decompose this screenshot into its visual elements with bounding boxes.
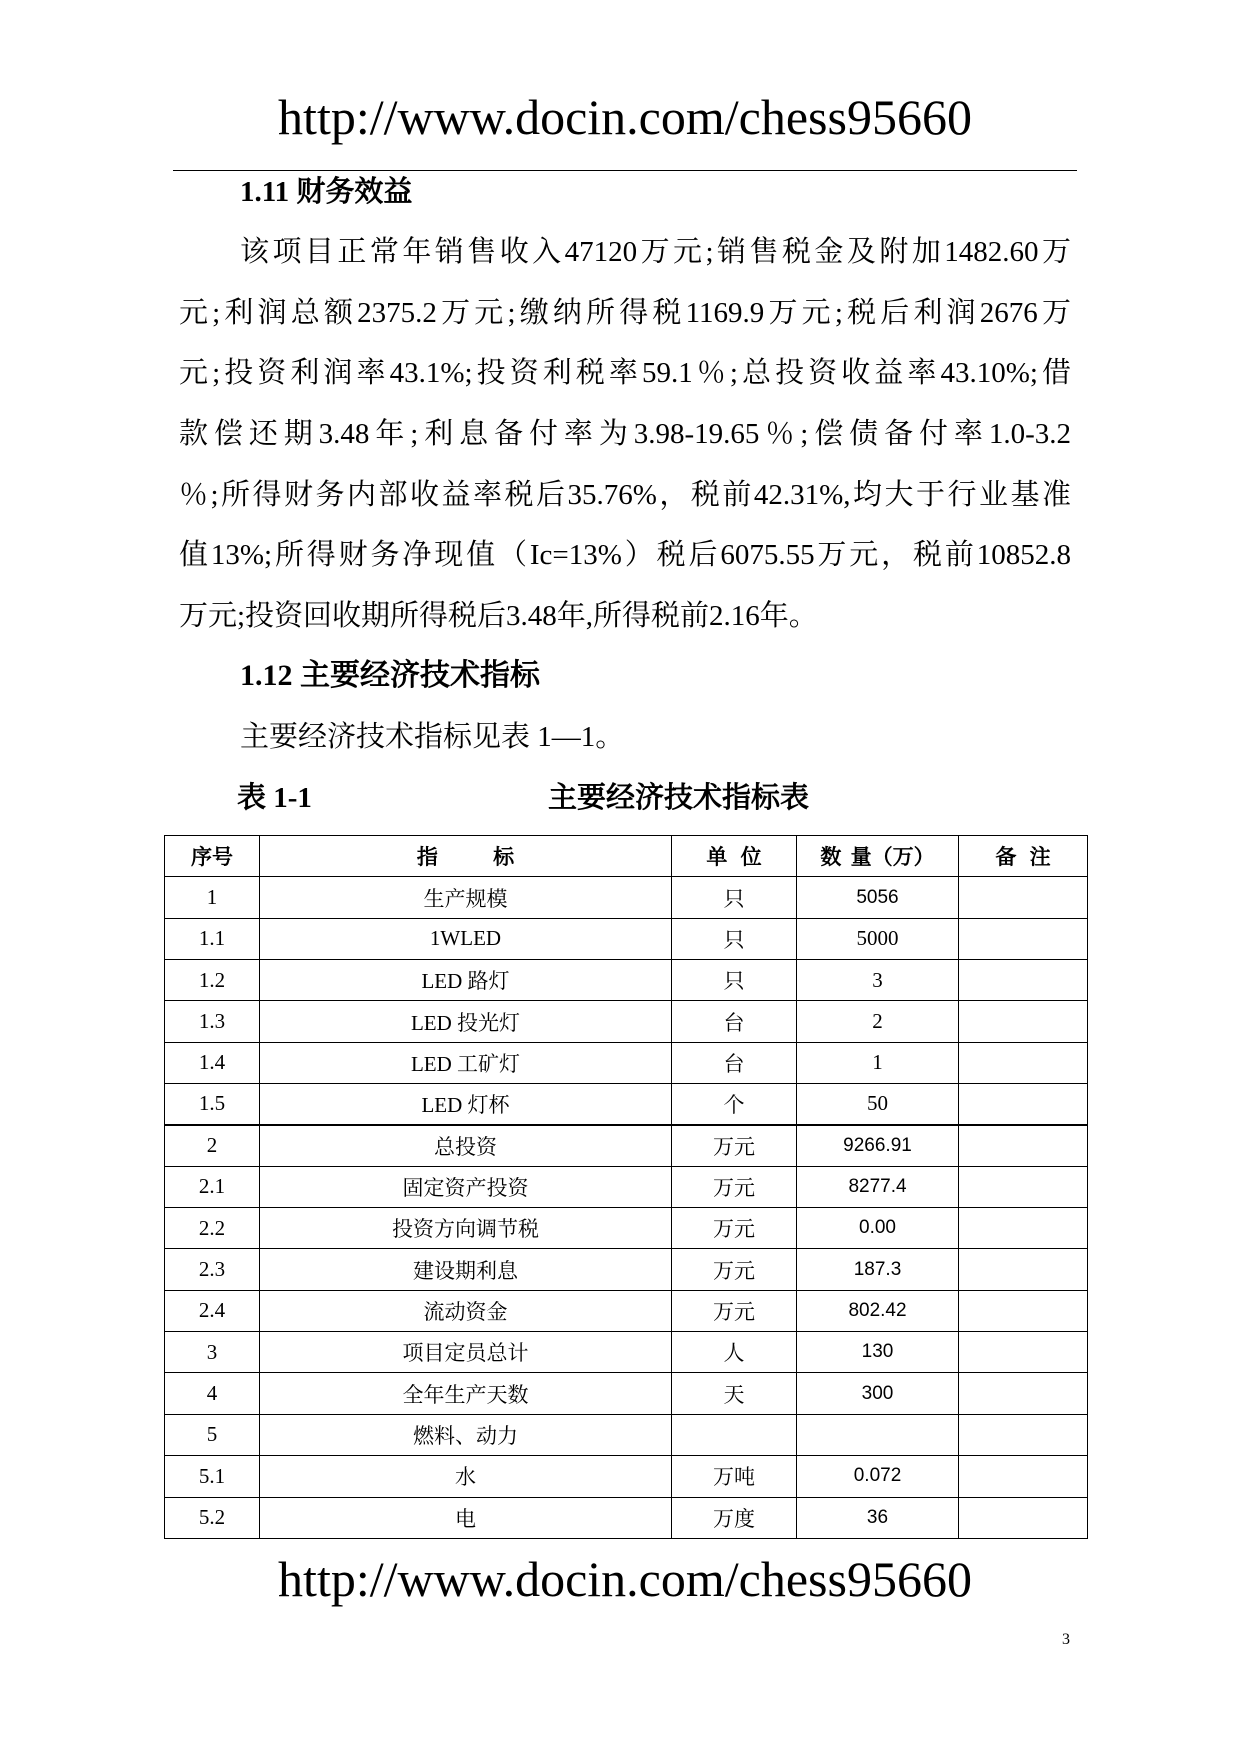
cell-no: 2 — [165, 1125, 260, 1166]
cell-quantity: 130 — [797, 1332, 959, 1373]
cell-unit: 万元 — [672, 1290, 797, 1331]
paragraph-line: 元;投资利润率43.1%;投资利税率59.1％;总投资收益率43.10%;借 — [179, 357, 1071, 390]
cell-no: 2.2 — [165, 1208, 260, 1249]
table-row — [165, 877, 1088, 918]
cell-note — [959, 1373, 1088, 1414]
table-row — [165, 1208, 1088, 1249]
cell-unit: 万元 — [672, 1125, 797, 1166]
cell-quantity: 0.072 — [797, 1456, 959, 1497]
cell-indicator: LED 工矿灯 — [260, 1042, 672, 1083]
paragraph-line: ％;所得财务内部收益率税后35.76%，税前42.31%,均大于行业基准 — [179, 478, 1071, 511]
cell-no: 1.5 — [165, 1084, 260, 1125]
table-row — [165, 1290, 1088, 1331]
cell-note — [959, 1456, 1088, 1497]
cell-quantity: 2 — [797, 1001, 959, 1042]
cell-unit: 万元 — [672, 1166, 797, 1207]
cell-no: 5 — [165, 1414, 260, 1455]
page-number: 3 — [1062, 1631, 1070, 1648]
cell-unit: 个 — [672, 1084, 797, 1125]
table-row — [165, 1001, 1088, 1042]
cell-note — [959, 1497, 1088, 1538]
cell-quantity: 9266.91 — [797, 1125, 959, 1166]
cell-quantity: 5000 — [797, 918, 959, 959]
cell-note — [959, 1084, 1088, 1125]
cell-indicator: 1WLED — [260, 918, 672, 959]
cell-note — [959, 1414, 1088, 1455]
cell-no: 1.2 — [165, 960, 260, 1001]
table-row — [165, 1456, 1088, 1497]
cell-quantity: 50 — [797, 1084, 959, 1125]
cell-no: 3 — [165, 1332, 260, 1373]
table-row — [165, 1125, 1088, 1166]
cell-note — [959, 918, 1088, 959]
cell-note — [959, 1290, 1088, 1331]
header-url: http://www.docin.com/chess95660 — [278, 89, 972, 145]
cell-note — [959, 1208, 1088, 1249]
cell-indicator: 投资方向调节税 — [260, 1208, 672, 1249]
section-heading-1-11: 1.11 财务效益 — [240, 175, 413, 208]
cell-no: 1.3 — [165, 1001, 260, 1042]
cell-unit — [672, 1414, 797, 1455]
cell-unit: 天 — [672, 1373, 797, 1414]
cell-unit: 万度 — [672, 1497, 797, 1538]
cell-note — [959, 1166, 1088, 1207]
cell-indicator: 固定资产投资 — [260, 1166, 672, 1207]
cell-no: 1.4 — [165, 1042, 260, 1083]
section-heading-1-12: 1.12 主要经济技术指标 — [240, 659, 540, 693]
table-row — [165, 1166, 1088, 1207]
cell-no: 5.2 — [165, 1497, 260, 1538]
paragraph-line: 款偿还期3.48年;利息备付率为3.98-19.65％;偿债备付率1.0-3.2 — [179, 418, 1071, 451]
cell-no: 1.1 — [165, 918, 260, 959]
table-row — [165, 1414, 1088, 1455]
cell-quantity — [797, 1414, 959, 1455]
cell-indicator: 全年生产天数 — [260, 1373, 672, 1414]
document-body — [179, 162, 1071, 829]
cell-unit: 只 — [672, 960, 797, 1001]
cell-quantity: 5056 — [797, 877, 959, 918]
cell-no: 5.1 — [165, 1456, 260, 1497]
table-body — [165, 877, 1088, 1539]
cell-quantity: 300 — [797, 1373, 959, 1414]
table-row — [165, 1332, 1088, 1373]
paragraph-line: 万元;投资回收期所得税后3.48年,所得税前2.16年。 — [179, 599, 818, 632]
cell-no: 2.1 — [165, 1166, 260, 1207]
column-header-no: 序号 — [165, 836, 260, 877]
cell-quantity: 36 — [797, 1497, 959, 1538]
cell-quantity: 3 — [797, 960, 959, 1001]
column-header-quantity: 数 量（万） — [797, 836, 959, 877]
paragraph-line: 元;利润总额2375.2万元;缴纳所得税1169.9万元;税后利润2676万 — [179, 296, 1071, 329]
cell-note — [959, 1125, 1088, 1166]
paragraph-line: 值13%;所得财务净现值（Ic=13%）税后6075.55万元，税前10852.8 — [179, 539, 1071, 572]
cell-no: 1 — [165, 877, 260, 918]
table-row — [165, 1042, 1088, 1083]
cell-quantity: 1 — [797, 1042, 959, 1083]
cell-no: 2.4 — [165, 1290, 260, 1331]
cell-note — [959, 960, 1088, 1001]
table-row — [165, 1249, 1088, 1290]
cell-no: 2.3 — [165, 1249, 260, 1290]
table-row — [165, 1497, 1088, 1538]
cell-note — [959, 1332, 1088, 1373]
footer-url: http://www.docin.com/chess95660 — [278, 1551, 972, 1607]
table-header-row — [165, 836, 1088, 877]
cell-indicator: 燃料、动力 — [260, 1414, 672, 1455]
cell-indicator: 总投资 — [260, 1125, 672, 1166]
table-row — [165, 1084, 1088, 1125]
cell-unit: 万元 — [672, 1249, 797, 1290]
cell-unit: 只 — [672, 877, 797, 918]
cell-indicator: 建设期利息 — [260, 1249, 672, 1290]
cell-unit: 台 — [672, 1001, 797, 1042]
indicators-table — [164, 835, 1088, 1539]
paragraph-line: 该项目正常年销售收入47120万元;销售税金及附加1482.60万 — [240, 236, 1071, 269]
cell-unit: 人 — [672, 1332, 797, 1373]
cell-quantity: 0.00 — [797, 1208, 959, 1249]
cell-indicator: LED 投光灯 — [260, 1001, 672, 1042]
cell-note — [959, 1001, 1088, 1042]
table-row — [165, 1373, 1088, 1414]
cell-indicator: LED 灯杯 — [260, 1084, 672, 1125]
cell-unit: 万元 — [672, 1208, 797, 1249]
table-caption-title: 主要经济技术指标表 — [548, 781, 810, 814]
table-caption-label: 表 1-1 — [237, 781, 312, 814]
cell-indicator: LED 路灯 — [260, 960, 672, 1001]
cell-indicator: 生产规模 — [260, 877, 672, 918]
table-caption — [179, 768, 1071, 829]
column-header-unit: 单 位 — [672, 836, 797, 877]
cell-indicator: 流动资金 — [260, 1290, 672, 1331]
table-row — [165, 918, 1088, 959]
cell-quantity: 8277.4 — [797, 1166, 959, 1207]
cell-note — [959, 1249, 1088, 1290]
table-row — [165, 960, 1088, 1001]
cell-unit: 台 — [672, 1042, 797, 1083]
cell-no: 4 — [165, 1373, 260, 1414]
column-header-note: 备 注 — [959, 836, 1088, 877]
cell-indicator: 项目定员总计 — [260, 1332, 672, 1373]
cell-unit: 只 — [672, 918, 797, 959]
cell-quantity: 187.3 — [797, 1249, 959, 1290]
cell-quantity: 802.42 — [797, 1290, 959, 1331]
cell-unit: 万吨 — [672, 1456, 797, 1497]
cell-indicator: 电 — [260, 1497, 672, 1538]
table-intro-text: 主要经济技术指标见表 1—1。 — [240, 721, 625, 754]
cell-note — [959, 877, 1088, 918]
table-head — [165, 836, 1088, 877]
column-header-indicator: 指 标 — [260, 836, 672, 877]
cell-indicator: 水 — [260, 1456, 672, 1497]
cell-note — [959, 1042, 1088, 1083]
